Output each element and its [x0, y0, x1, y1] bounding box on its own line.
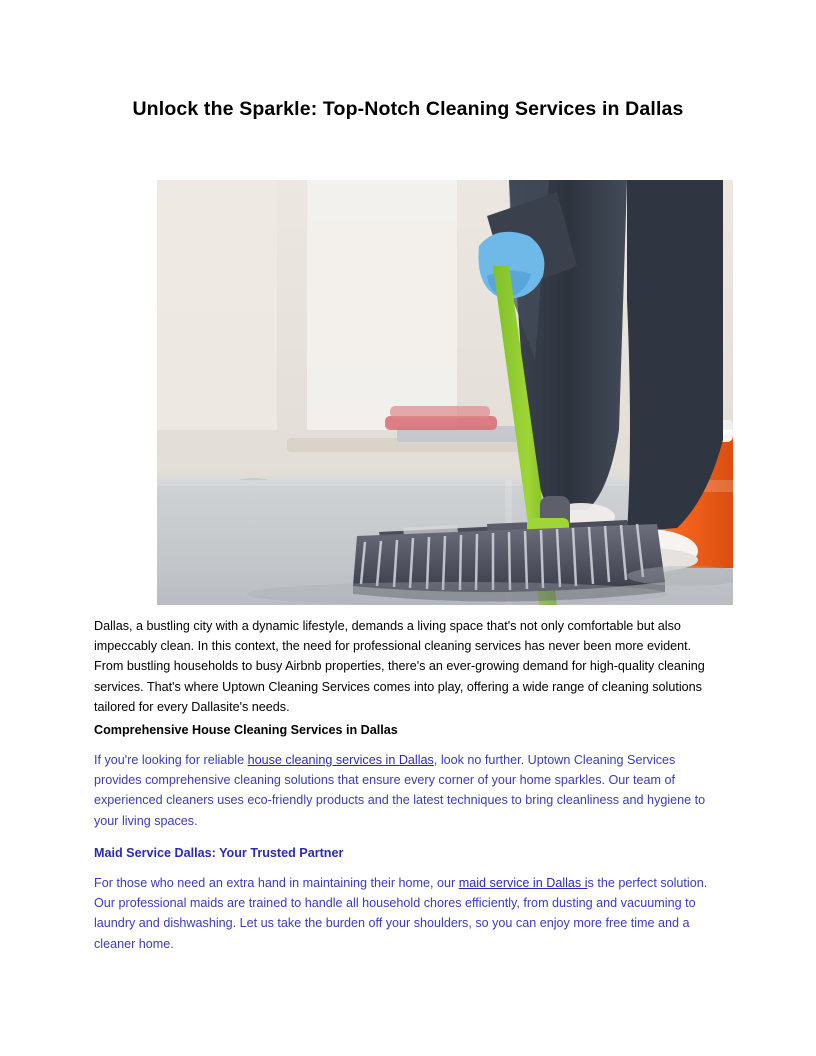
page-title: Unlock the Sparkle: Top-Notch Cleaning Services in Dallas: [132, 98, 684, 120]
section-heading-house-cleaning: Comprehensive House Cleaning Services in Dallas: [94, 723, 398, 737]
section1-heading-block: [94, 720, 720, 740]
section2-paragraph-block: [94, 873, 720, 954]
mopping-floor-photo: [157, 180, 733, 605]
section1-text-after-link: , look no further. Uptown Cleaning Services provides comprehensive cleaning solutions that ensure every corner of your home sparkles. Our team of experienced cleaners uses eco-friendly products and the latest techniques to bring cleanliness and hygiene to your living spaces.: [94, 753, 706, 828]
section2-text-after-link: s the perfect solution. Our professional maids are trained to handle all household chores efficiently, from dusting and vacuuming to laundry and dishwashing. Let us take the burden off your shoulders, so you can enjoy more free time and a cleaner home.: [94, 876, 708, 951]
section2-heading-block: [94, 843, 720, 863]
section1-paragraph: [94, 750, 720, 831]
house-cleaning-services-link[interactable]: house cleaning services in Dallas: [247, 753, 434, 767]
section1-text-before-link: If you're looking for reliable: [94, 753, 248, 767]
intro-paragraph-block: [94, 616, 720, 717]
section2-text-before-link: For those who need an extra hand in maintaining their home, our: [94, 876, 459, 890]
intro-paragraph: Dallas, a bustling city with a dynamic lifestyle, demands a living space that's not only comfortable but also impeccably clean. In this context, the need for professional cleaning services has never been more evident. From bustling households to busy Airbnb properties, there's an ever-growing demand for high-quality cleaning services. That's where Uptown Cleaning Services comes into play, offering a wide range of cleaning solutions tailored for every Dallasite's needs.: [94, 619, 705, 714]
section1-paragraph-block: [94, 750, 720, 831]
section-heading-maid-service: Maid Service Dallas: Your Trusted Partner: [94, 846, 344, 860]
mopping-floor-illustration: [157, 180, 733, 605]
section2-paragraph: [94, 873, 720, 954]
maid-service-link[interactable]: maid service in Dallas i: [458, 876, 588, 890]
